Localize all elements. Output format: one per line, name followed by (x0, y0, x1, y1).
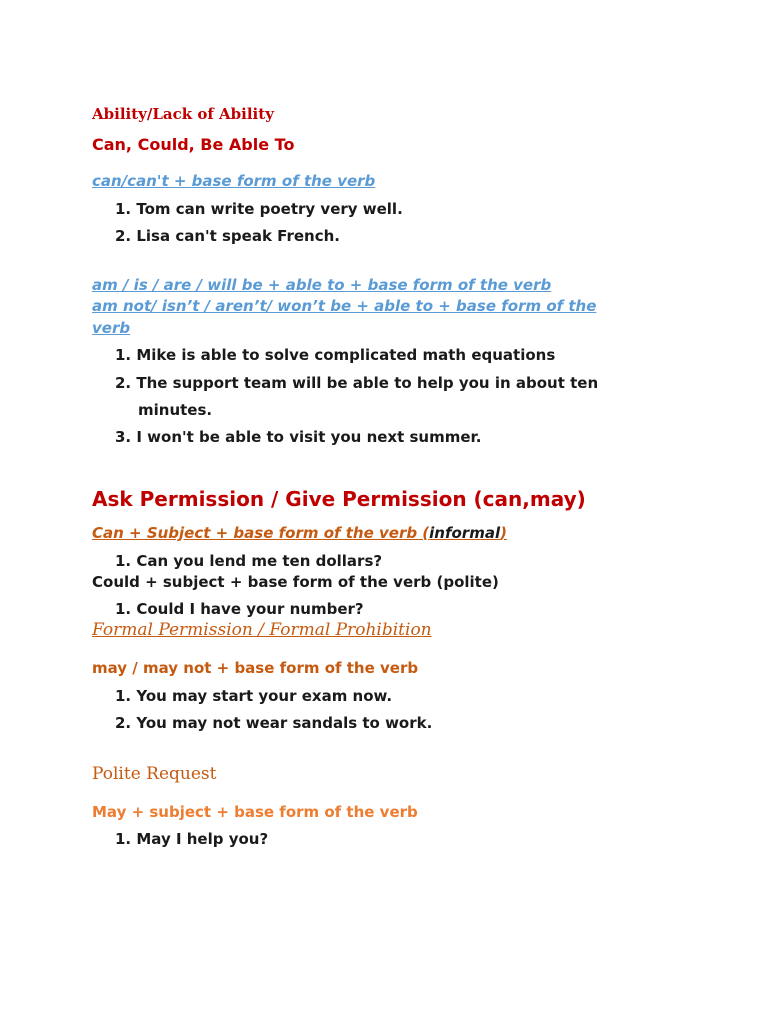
can-example-1: 1. Tom can write poetry very well. (115, 200, 403, 218)
able-example-1: 1. Mike is able to solve complicated math equations (115, 346, 556, 364)
may-example-2: 2. You may not wear sandals to work. (115, 714, 433, 732)
could-example: 1. Could I have your number? (115, 600, 364, 618)
can-permission-formula-text: Can + Subject + base form of the verb ( (92, 524, 430, 542)
able-formula-line-2: am not/ isn’t / aren’t/ won’t be + able to + base form of the (92, 297, 597, 315)
may-example-1: 1. You may start your exam now. (115, 687, 393, 705)
can-permission-example: 1. Can you lend me ten dollars? (115, 552, 383, 570)
could-formula: Could + subject + base form of the verb (polite) (92, 573, 499, 591)
polite-request-heading: Polite Request (92, 764, 217, 784)
able-example-2: 2. The support team will be able to help you in about ten (115, 374, 599, 392)
can-permission-formula (92, 526, 507, 541)
can-permission-formula-close: ) (500, 524, 507, 542)
may-formula: may / may not + base form of the verb (92, 659, 419, 677)
polite-request-example: 1. May I help you? (115, 830, 269, 848)
informal-label: informal (429, 524, 501, 542)
able-formula-line-3: verb (92, 319, 131, 337)
able-example-3: 3. I won't be able to visit you next summer. (115, 428, 482, 446)
polite-request-formula: May + subject + base form of the verb (92, 803, 418, 821)
ability-subheading: Can, Could, Be Able To (92, 135, 295, 154)
can-formula: can/can't + base form of the verb (92, 172, 376, 190)
able-formula-line-1: am / is / are / will be + able to + base form of the verb (92, 276, 552, 294)
ability-heading: Ability/Lack of Ability (92, 105, 274, 123)
permission-heading: Ask Permission / Give Permission (can,may) (92, 487, 586, 511)
able-example-2-continued: minutes. (138, 401, 213, 419)
can-example-2: 2. Lisa can't speak French. (115, 227, 340, 245)
formal-permission-heading: Formal Permission / Formal Prohibition (92, 620, 432, 640)
